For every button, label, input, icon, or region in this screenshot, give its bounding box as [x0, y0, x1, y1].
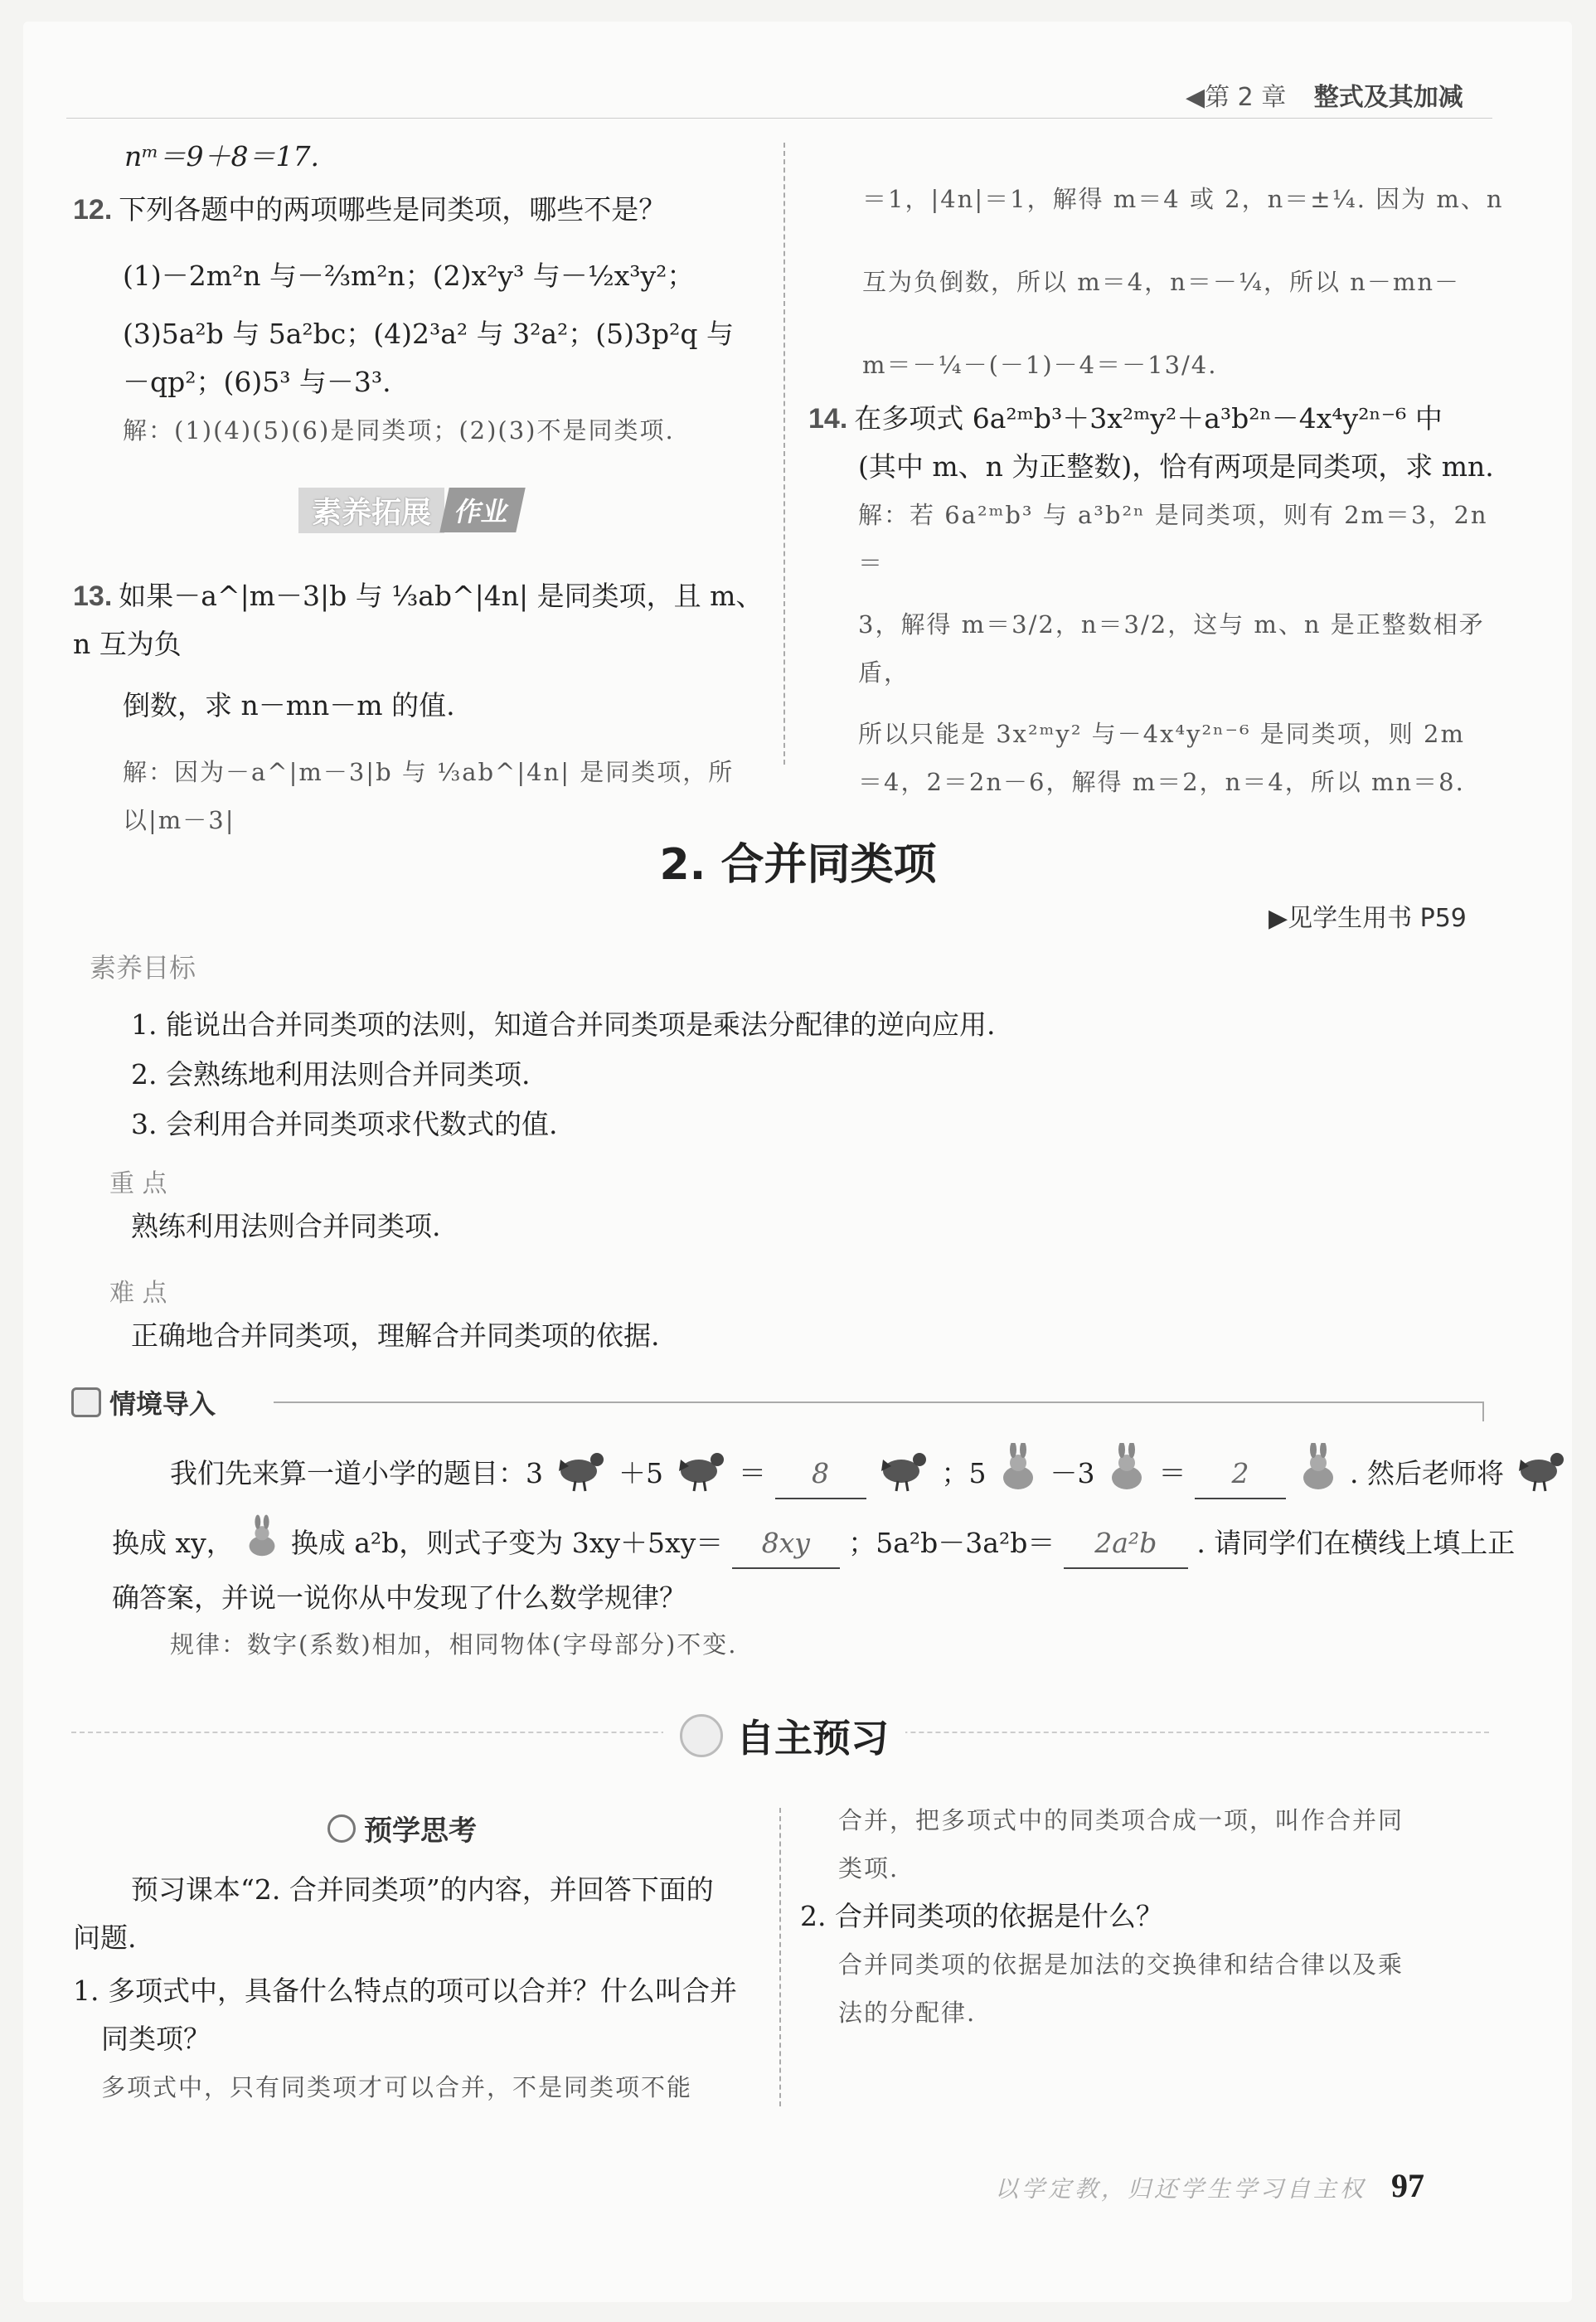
preview-a1b: 合并，把多项式中的同类项合成一项，叫作合并同 — [838, 1806, 1404, 1834]
preview-a1a: 多项式中，只有同类项才可以合并，不是同类项不能 — [101, 2073, 693, 2101]
p1-g: . 然后老师将 — [1350, 1457, 1504, 1489]
p2-c: ；5a²b－3a²b＝ — [848, 1527, 1055, 1559]
blank-2: 2 — [1195, 1450, 1286, 1499]
q14-ans3: 所以只能是 3x²ᵐy² 与－4x⁴y²ⁿ⁻⁶ 是同类项，则 2m — [858, 720, 1465, 748]
hard-heading: 难 点 — [109, 1279, 167, 1308]
scenario-line1 — [170, 1443, 1570, 1508]
column-divider-bottom — [779, 1808, 781, 2106]
chapter-title: 整式及其加减 — [1313, 83, 1463, 112]
q14-line2: (其中 m、n 为正整数)，恰有两项是同类项，求 mn. — [858, 450, 1494, 483]
top-line: nᵐ＝9＋8＝17. — [124, 140, 319, 172]
goals-heading: 素养目标 — [90, 952, 196, 984]
scenario-heading: 情境导入 — [109, 1388, 216, 1420]
q12-line3: －qp²；(6)5³ 与－3³. — [123, 366, 391, 398]
scenario-rule — [274, 1401, 1482, 1403]
preview-intro1: 预习课本“2. 合并同类项”的内容，并回答下面的 — [131, 1873, 714, 1906]
preview-a1c: 类项. — [838, 1854, 900, 1882]
banner-extension — [298, 489, 521, 531]
hard-text: 正确地合并同类项，理解合并同类项的依据. — [131, 1319, 660, 1352]
preview-q2: 2. 合并同类项的依据是什么？ — [800, 1900, 1163, 1932]
q13-ans-line3: m＝－¼－(－1)－4＝－13/4. — [862, 351, 1218, 379]
goal-2: 2. 会熟练地利用法则合并同类项. — [131, 1058, 531, 1091]
rabbit-icon — [995, 1443, 1041, 1508]
rooster-icon — [672, 1443, 730, 1508]
p2-d: . 请同学们在横线上填上正 — [1196, 1527, 1516, 1559]
q14-ans2: 3，解得 m＝3/2，n＝3/2，这与 m、n 是正整数相矛盾， — [858, 610, 1485, 687]
rabbit-icon — [242, 1514, 282, 1576]
chapter-header — [1186, 76, 1463, 113]
p1-d: ；5 — [941, 1457, 987, 1489]
section-title: 2. 合并同类项 — [659, 840, 937, 890]
q13-ans-line2: 互为负倒数，所以 m＝4，n＝－¼，所以 n－mn－ — [862, 268, 1461, 296]
rooster-icon — [875, 1443, 933, 1508]
q14-ans4: ＝4，2＝2n－6，解得 m＝2，n＝4，所以 mn＝8. — [858, 768, 1465, 796]
footer — [995, 2166, 1424, 2205]
p1-b: ＋5 — [619, 1457, 663, 1489]
goal-1: 1. 能说出合并同类项的法则，知道合并同类项是乘法分配律的逆向应用. — [131, 1008, 996, 1041]
goals-list — [131, 1000, 995, 1149]
q13-answer-continued — [862, 158, 1509, 406]
footer-slogan: 以学定教，归还学生学习自主权 — [995, 2175, 1367, 2203]
banner-right: 作业 — [439, 488, 525, 532]
page-number: 97 — [1391, 2167, 1425, 2204]
preview-intro2: 问题. — [73, 1921, 137, 1954]
p1-f: ＝ — [1158, 1457, 1186, 1489]
q14-ans1: 解：若 6a²ᵐb³ 与 a³b²ⁿ 是同类项，则有 2m＝3，2n＝ — [858, 501, 1488, 577]
q13-answer: 解：因为－a^|m－3|b 与 ⅓ab^|4n| 是同类项，所以|m－3| — [123, 758, 735, 834]
scenario-line3: 确答案，并说一说你从中发现了什么数学规律？ — [112, 1581, 686, 1614]
preview-title-box — [663, 1708, 905, 1763]
key-heading: 重 点 — [109, 1169, 167, 1198]
q13-line1: 如果－a^|m－3|b 与 ⅓ab^|4n| 是同类项，且 m、n 互为负 — [73, 580, 764, 660]
rabbit-icon — [1104, 1443, 1150, 1508]
banner-left: 素养拓展 — [298, 488, 444, 533]
think-icon — [327, 1814, 356, 1843]
p2-a: 换成 xy， — [112, 1527, 234, 1559]
scenario-line2 — [112, 1514, 1515, 1576]
preview-right — [800, 1796, 1505, 2037]
textbook-ref: ▶见学生用书 P59 — [1269, 904, 1467, 933]
q13-number: 13. — [73, 580, 113, 612]
rooster-icon — [552, 1443, 610, 1508]
p1-c: ＝ — [739, 1457, 766, 1489]
preview-q1a: 1. 多项式中，具备什么特点的项可以合并？什么叫合并 — [73, 1975, 737, 2007]
preview-title: 自主预习 — [736, 1716, 889, 1761]
q12-number: 12. — [73, 194, 113, 226]
p2-b: 换成 a²b，则式子变为 3xy＋5xy＝ — [290, 1527, 724, 1559]
q14-number: 14. — [808, 403, 848, 435]
preview-icon — [680, 1714, 723, 1757]
scenario-answer: 规律：数字(系数)相加，相同物体(字母部分)不变. — [170, 1630, 738, 1659]
column-divider-top — [783, 143, 785, 765]
preview-a2b: 法的分配律. — [838, 1999, 977, 2027]
rooster-icon — [1512, 1443, 1570, 1508]
blank-4: 2a²b — [1064, 1519, 1188, 1569]
preview-q1b: 同类项？ — [101, 2023, 211, 2055]
scenario-icon — [71, 1387, 101, 1417]
preview-sub-heading: 预学思考 — [364, 1814, 477, 1848]
blank-1: 8 — [775, 1450, 866, 1499]
question-14 — [808, 395, 1505, 806]
blank-3: 8xy — [732, 1519, 840, 1569]
scenario-heading-box — [71, 1383, 216, 1421]
question-13 — [73, 572, 778, 844]
q13-line2: 倒数，求 n－mn－m 的值. — [123, 689, 455, 721]
preview-left — [73, 1866, 769, 2111]
preview-sub-box — [327, 1808, 477, 1848]
q14-line1: 在多项式 6a²ᵐb³＋3x²ᵐy²＋a³b²ⁿ－4x⁴y²ⁿ⁻⁶ 中 — [854, 402, 1443, 435]
preview-a2a: 合并同类项的依据是加法的交换律和结合律以及乘 — [838, 1950, 1404, 1979]
p1-a: 我们先来算一道小学的题目：3 — [170, 1457, 543, 1489]
question-12 — [73, 186, 778, 454]
q12-text: 下列各题中的两项哪些是同类项，哪些不是？ — [119, 193, 667, 226]
rabbit-icon — [1295, 1443, 1341, 1508]
q12-line2: (3)5a²b 与 5a²bc；(4)2³a² 与 3²a²；(5)3p²q 与 — [123, 318, 734, 350]
q12-line1: (1)－2m²n 与－⅔m²n；(2)x²y³ 与－½x³y²； — [123, 260, 695, 292]
q13-ans-line1: ＝1，|4n|＝1，解得 m＝4 或 2，n＝±¼. 因为 m、n — [862, 185, 1504, 213]
scenario-rule-end — [1482, 1401, 1485, 1421]
goal-3: 3. 会利用合并同类项求代数式的值. — [131, 1108, 558, 1140]
p1-e: －3 — [1050, 1457, 1095, 1489]
q12-answer: 解：(1)(4)(5)(6)是同类项；(2)(3)不是同类项. — [123, 416, 675, 444]
key-text: 熟练利用法则合并同类项. — [131, 1210, 441, 1242]
chapter-label: ◀第 2 章 — [1186, 83, 1287, 112]
header-rule — [66, 118, 1492, 119]
